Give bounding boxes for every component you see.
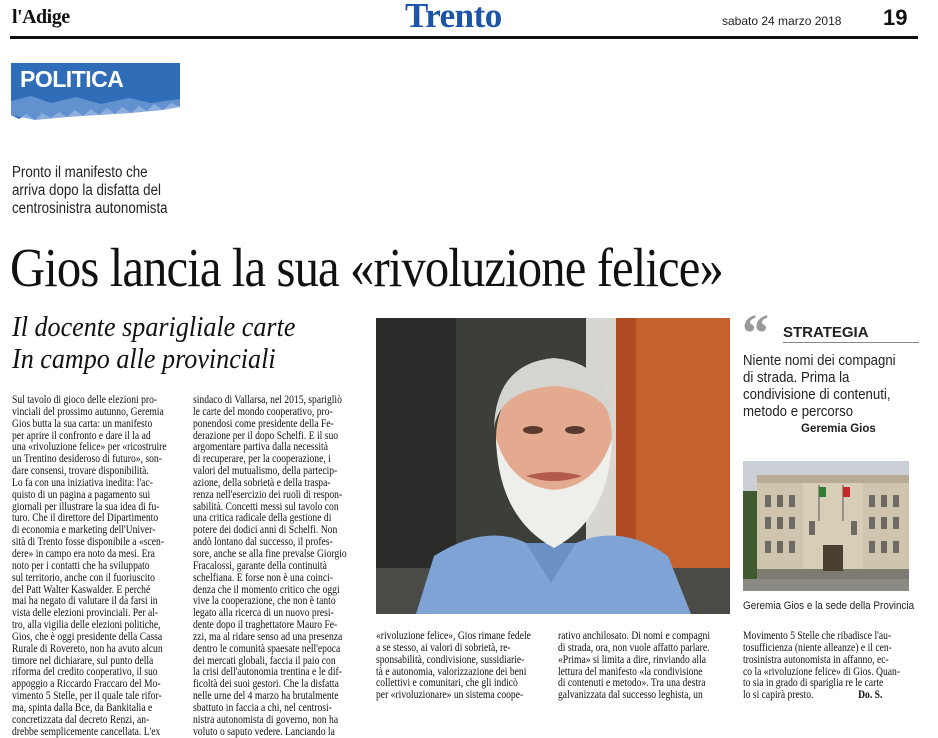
article-column-4 — [558, 630, 711, 702]
text-line: ficoltà dei suoi gestori. Che la disfatta — [193, 678, 339, 691]
section-title: Trento — [405, 0, 502, 35]
author-initials: Do. S. — [858, 689, 883, 702]
text-line: denza che il momento critico che oggi — [193, 583, 340, 596]
text-line: argomentare partiva dalla necessità — [193, 441, 329, 454]
article-column-5 — [743, 630, 901, 702]
sidebar-rule — [783, 342, 919, 343]
text-line: turo. Che il direttore del Dipartimento — [12, 512, 159, 525]
text-line: per «rivoluzionare» un sistema coope- — [376, 689, 524, 702]
rubric-label: POLITICA — [20, 66, 124, 92]
text-line: collettivi e comunitari, che gli indicò — [376, 677, 518, 690]
text-line: a se stesso, ai valori di sobrietà, re- — [376, 641, 511, 654]
article-column-1 — [12, 394, 167, 738]
text-line: galvanizzata dal successo leghista, un — [558, 689, 703, 702]
text-line: tà e autonomia, valorizzazione dei beni — [376, 665, 527, 678]
text-line: sore, anche se alla fine prevalse Giorgio — [193, 547, 347, 560]
text-line: un Trentino desideroso di futuro», son- — [12, 453, 162, 466]
text-line: vive la cooperazione, che non è tanto — [193, 595, 336, 608]
text-line: dare consensi, trovare disponibilità. — [12, 465, 149, 478]
quote-line: Niente nomi dei compagni — [743, 352, 896, 369]
text-line: voluto o saputo vedere. Lanciando la — [193, 725, 335, 738]
text-line: dentro le comunità spaesate nell'epoca — [193, 642, 341, 655]
text-line: «Prima» si limita a dire, rinviando alla — [558, 653, 707, 666]
text-line: nelle urne del 4 marzo ha brutalmente — [193, 690, 339, 703]
issue-date: sabato 24 marzo 2018 — [722, 14, 842, 28]
sidebar-label: STRATEGIA — [783, 324, 869, 341]
header-rule — [10, 36, 918, 39]
text-line: zzi, ma al ridare senso ad una presenza — [193, 630, 343, 643]
quote-mark-icon: “ — [742, 303, 769, 363]
text-line: sbattuto in faccia a chi, nel centrosi- — [193, 701, 332, 714]
text-line: tosufficienza (niente alleanze) e il cen- — [743, 641, 892, 654]
text-line: le carte del mondo cooperativo, pro- — [193, 405, 333, 418]
text-line: lo si capirà presto. — [743, 689, 814, 702]
article-column-2 — [193, 394, 347, 738]
text-line: Movimento 5 Stelle che ribadisce l'au- — [743, 630, 892, 642]
building-photo — [743, 461, 909, 591]
text-line: dente dopo il traghettatore Mauro Fe- — [193, 619, 338, 632]
text-line: «rivoluzione felice», Gios rimane fedele — [376, 630, 531, 642]
text-line: sità di Trento fosse disponibile a «scen- — [12, 536, 165, 549]
headline: Gios lancia la sua «rivoluzione felice» — [10, 237, 723, 298]
text-line: Gios butta la sua carta: un manifesto — [12, 417, 153, 430]
text-line: Sul tavolo di gioco delle elezioni pro- — [12, 394, 158, 406]
quote-line: metodo e percorso — [743, 403, 854, 420]
text-line: ma, spinta dalla Bce, da Bankitalia e — [12, 701, 153, 714]
kicker-line: arriva dopo la disfatta del — [12, 182, 161, 199]
text-line: giornali per illustrare la sua idea di fu- — [12, 500, 160, 513]
text-line: timore nel dichiarare, sul punto della — [12, 654, 154, 667]
sidebar-quote — [743, 352, 896, 420]
newspaper-name: l'Adige — [12, 6, 70, 28]
text-line: sindaco di Vallarsa, nel 2015, sparigliò — [193, 394, 342, 406]
text-line: Fracalossi, garante della continuità — [193, 559, 327, 572]
text-line: andò lontano dal successo, il profes- — [193, 536, 333, 549]
text-line: trosinistra autonomista in affanno, ec- — [743, 653, 889, 666]
text-line: co la «rivoluzione felice» di Gios. Quan- — [743, 665, 901, 678]
text-line: Lo fa con una iniziativa inedita: l'ac- — [12, 476, 153, 489]
kicker-line: centrosinistra autonomista — [12, 200, 168, 217]
text-line: concretizzata dal decreto Renzi, an- — [12, 713, 150, 726]
text-line: la crisi dell'autonomia trentina e le dif- — [193, 666, 342, 679]
text-line: Gios, che è oggi presidente della Cassa — [12, 630, 163, 643]
text-line: una «rivoluzione felice» per «ricostruire — [12, 441, 167, 454]
text-line: derazione per il dopo Schelfi. E il suo — [193, 429, 339, 442]
quote-line: condivisione di contenuti, — [743, 386, 891, 403]
text-line: una critica radicale della gestione di — [193, 512, 332, 525]
text-line: tro, alla vigilia delle elezioni politiche, — [12, 619, 161, 632]
text-line: sabilità. Concetti messi sul tavolo con — [193, 500, 339, 513]
text-line: noto per i contatti che ha sviluppato — [12, 559, 150, 572]
text-line: legato alla ricerca di un nuovo presi- — [193, 607, 334, 620]
text-line: mai ha negato di valutare il da farsi in — [12, 595, 158, 608]
kicker-line: Pronto il manifesto che — [12, 164, 148, 181]
text-line: schelfiana. E forse non è una coinci- — [193, 571, 333, 584]
text-line: di recuperare, per la cooperazione, i — [193, 453, 331, 466]
text-line: sponsabilità, condivisione, sussidiarie- — [376, 653, 525, 666]
photo-caption: Geremia Gios e la sede della Provincia — [743, 600, 915, 612]
text-line: lettura del manifesto «la condivisione — [558, 665, 703, 678]
text-line: dere» in campo era noto da mesi. Era — [12, 547, 155, 560]
text-line: vimento 5 Stelle, per il quale tale rifor- — [12, 690, 162, 703]
text-line: renza nell'esercizio dei ruoli di respon- — [193, 488, 343, 501]
quote-author: Geremia Gios — [801, 423, 876, 435]
text-line: di strada, ora, non vuole affatto parlare. — [558, 641, 710, 654]
subhead-line: In campo alle provinciali — [12, 343, 276, 375]
text-line: per aprire il confronto e dare il la ad — [12, 429, 151, 442]
subhead — [12, 311, 295, 375]
text-line: vista delle elezioni provinciali. Per al- — [12, 607, 159, 620]
text-line: quisto di un pagina a pagamento sui — [12, 488, 151, 501]
text-line: rativo anchilosato. Di nomi e compagni — [558, 630, 711, 642]
text-line: valori del mutualismo, della partecip- — [193, 465, 338, 478]
quote-line: di strada. Prima la — [743, 369, 850, 386]
subhead-line: Il docente sparigliale carte — [12, 311, 296, 343]
text-line: Rurale di Rovereto, non ha avuto alcun — [12, 642, 163, 655]
text-line: del Patt Walter Kaswalder. E perché — [12, 583, 151, 596]
text-line: di contenuti e metodo». Tra una destra — [558, 677, 706, 690]
text-line: sul territorio, anche con il fuoriuscito — [12, 571, 155, 584]
text-line: riforma del credito cooperativo, il suo — [12, 666, 158, 679]
page-number: 19 — [883, 5, 908, 30]
article-column-3 — [376, 630, 531, 702]
text-line: azione, della sobrietà e della traspa- — [193, 476, 331, 489]
kicker — [12, 164, 175, 218]
text-line: appoggio a Riccardo Fraccaro del Mo- — [12, 678, 161, 691]
main-photo — [376, 318, 730, 614]
text-line: drebbe semplicemente cancellata. L'ex — [12, 725, 161, 738]
text-line: dei mercati globali, faccia il paio con — [193, 654, 336, 667]
text-line: nistra autonomista di governo, non ha — [193, 713, 339, 726]
text-line: ponendosi come presidente della Fe- — [193, 417, 334, 430]
text-line: vinciali del prossimo autunno, Geremia — [12, 405, 164, 418]
text-line: potere dei dodici anni di Schelfi. Non — [193, 524, 338, 537]
text-line: to sia in grado di spariglia re le carte — [743, 677, 884, 690]
text-line: di economia e marketing dell'Univer- — [12, 524, 156, 537]
